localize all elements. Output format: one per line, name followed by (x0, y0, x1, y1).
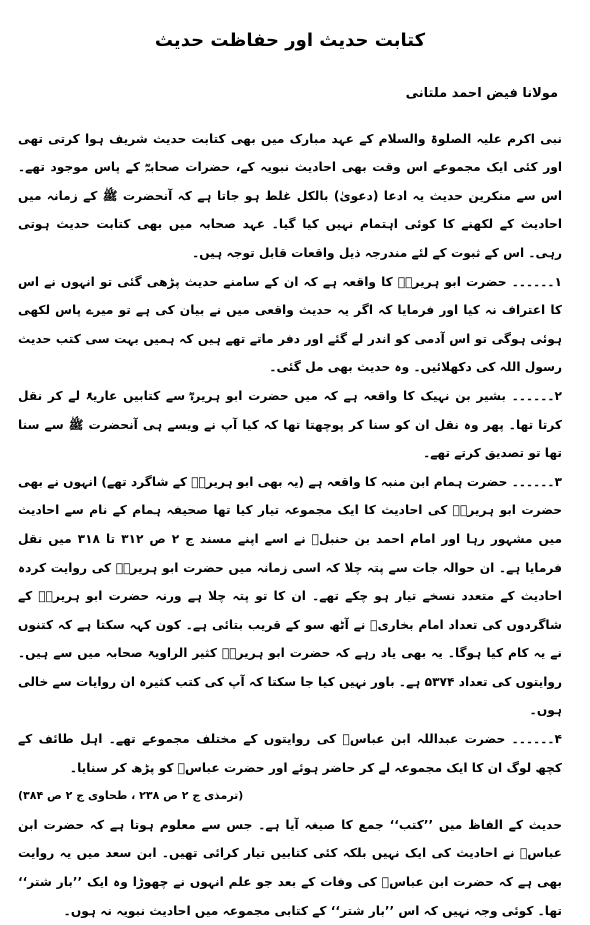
paragraph-point-2: ۲۔۔۔۔۔۔ بشیر بن نہیک کا واقعہ ہے کہ میں حضرت ابو ہریرہؓ سے کتابیں عاریۃً لے کر نقل کرتا تھا۔ پھر وہ نقل ان کو سنا کر پوچھتا تھا کہ کیا آپ نے ویسے ہی آنحضرت ﷺ سے سنا تھا تو تصدیق کرتے تھے۔ (18, 388, 562, 461)
paragraph-point-4-text: ۴۔۔۔۔۔۔ حضرت عبداللہ ابن عباسؓ کی روایتوں کے مختلف مجموعے تھے۔ اہل طائف کے کچھ لوگ ان کا ایک مجموعہ لے کر حاضر ہوئے اور حضرت عباسؓ کو پڑھ کر سنایا۔ (18, 732, 562, 775)
page-title: کتابت حدیث اور حفاظت حدیث (154, 30, 426, 51)
author-name: مولانا فیض احمد ملتانی (405, 85, 558, 101)
article-body (18, 125, 562, 925)
paragraph-point-3: ۳۔۔۔۔۔۔ حضرت ہمام ابن منبہ کا واقعہ ہے (یہ بھی ابو ہریرہؓ کے شاگرد تھے) انہوں نے بھی حضرت ابو ہریرہؓ کی احادیث کا ایک مجموعہ تیار کیا تھا صحیفہ ہمام کے نام سے احادیث میں مشہور رہا اور امام احمد بن حنبلؒ نے اسے اپنے مسند ج ۲ ص ۳۱۲ تا ۳۱۸ میں نقل فرمایا ہے۔ ان حوالہ جات سے پتہ چلا کہ اسی زمانہ میں حضرت ابو ہریرہؓ کی روایت کردہ احادیث کے متعدد نسخے تیار ہو چکے تھے۔ ان کا تو پتہ چلا ہے ورنہ حضرت ابو ہریرہؓ کے شاگردوں کی تعداد امام بخاریؒ نے آٹھ سو کے قریب بتائی ہے۔ کون کہہ سکتا ہے کہ کتنوں نے یہ کام کیا ہوگا۔ یہ بھی یاد رہے کہ حضرت ابو ہریرہؓ کثیر الراویۃ صحابہ میں سے ہیں۔ روایتوں کی تعداد ۵۳۷۴ ہے۔ باور نہیں کیا جا سکتا کہ آپ کی کتب کثیرہ ان روایات سے خالی ہوں۔ (18, 474, 563, 718)
paragraph-intro: نبی اکرم علیہ الصلوۃ والسلام کے عہد مبارک میں بھی کتابت حدیث شریف ہوا کرتی تھی اور کئی ایک مجموعے اس وقت بھی احادیث نبویہ کے، حضرات صحابہؓ کے پاس موجود تھے۔ اس سے منکرین حدیث یہ ادعا (دعویٰ) بالکل غلط ہو جاتا ہے کہ آنحضرت ﷺ کے زمانہ میں احادیث کے لکھنے کا کوئی اہتمام نہیں کیا گیا۔ عہد صحابہ میں بھی کتابت حدیث ہوتی رہی۔ اس کے ثبوت کے لئے مندرجہ ذیل واقعات قابل توجہ ہیں۔ (18, 131, 562, 260)
paragraph-conclusion: حدیث کے الفاظ میں ’’کتب‘‘ جمع کا صیغہ آیا ہے۔ جس سے معلوم ہوتا ہے کہ حضرت ابن عباسؓ نے احادیث کی ایک نہیں بلکہ کئی کتابیں تیار کرائی تھیں۔ ابن سعد میں یہ روایت بھی ہے کہ حضرت ابن عباسؓ کی وفات کے بعد جو علم انہوں نے چھوڑا وہ ایک ’’بار شتر‘‘ تھا۔ کوئی وجہ نہیں کہ اس ’’بار شتر‘‘ کے کتابی مجموعہ میں احادیث نبویہ نہ ہوں۔ (18, 817, 562, 918)
paragraph-point-4 (18, 725, 562, 811)
reference-citation: (ترمذی ج ۲ ص ۲۳۸ ، طحاوی ج ۲ ص ۳۸۴) (18, 789, 244, 803)
paragraph-point-1: ۱۔۔۔۔۔۔ حضرت ابو ہریرہؓ کا واقعہ ہے کہ ان کے سامنے حدیث پڑھی گئی تو انہوں نے اس کا اعتراف نہ کیا اور فرمایا کہ اگر یہ حدیث واقعی میں نے بیان کی ہے تو میرے پاس لکھی ہوئی ہوگی تو اس آدمی کو اندر لے گئے اور دفر ماتے تھے ہیں کہ ہمیں بہت سی کتب حدیث رسول اللہ کی دکھلائیں۔ وہ حدیث بھی مل گئی۔ (18, 274, 562, 375)
